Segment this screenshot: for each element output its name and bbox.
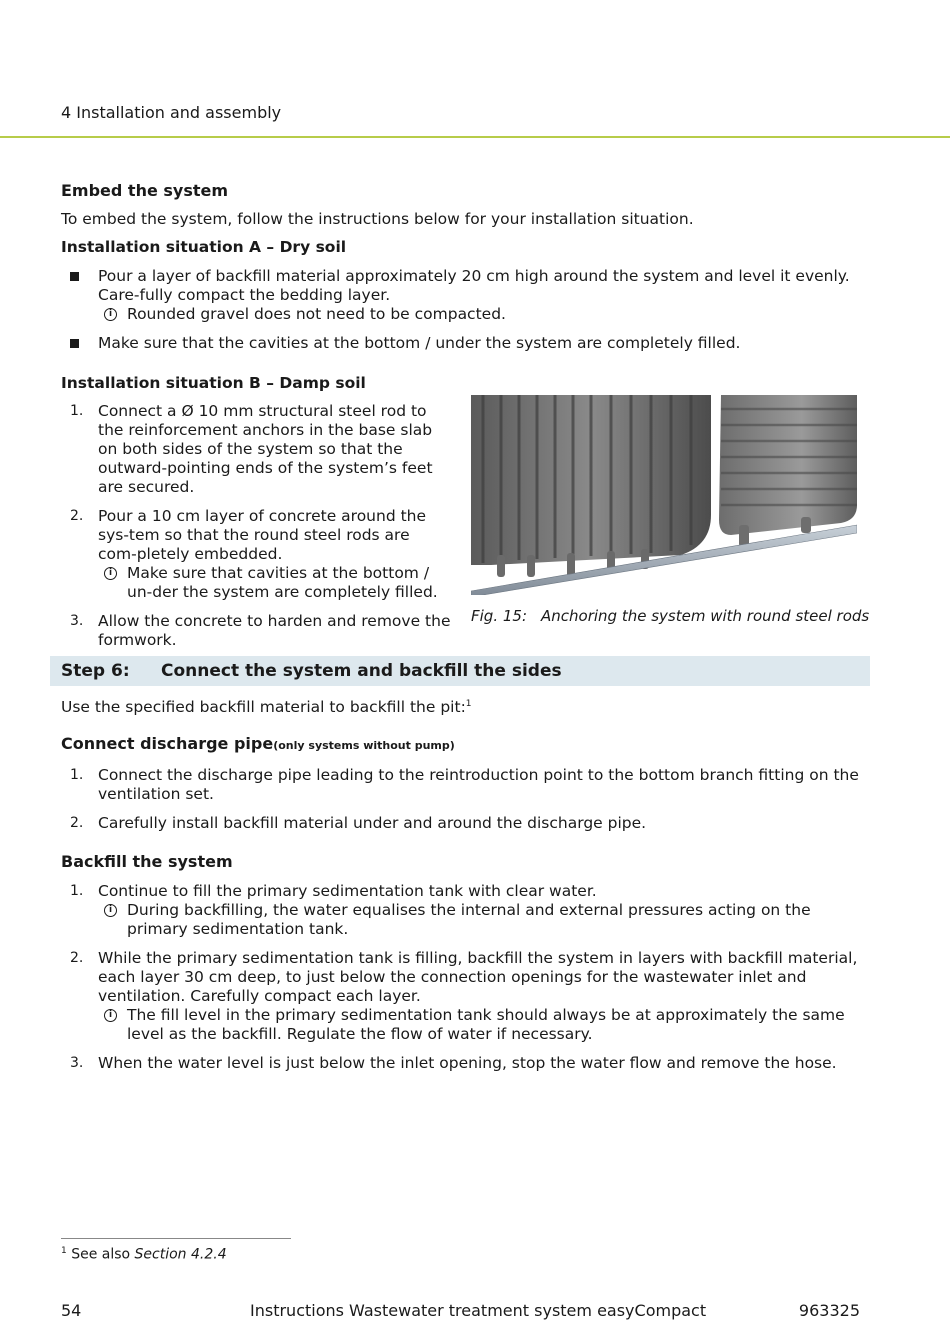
situation-b-heading: Installation situation B – Damp soil [61, 374, 366, 392]
footnote-link[interactable]: Section 4.2.4 [134, 1246, 227, 1263]
info-note: i Make sure that cavities at the bottom / un-der the system are completely filled. [98, 564, 451, 602]
list-item: Make sure that the cavities at the bottom / under the system are completely filled. [61, 334, 861, 353]
list-item: 3. Allow the concrete to harden and remove the formwork. [70, 612, 451, 649]
situation-a-list [61, 267, 861, 353]
embed-section [61, 181, 861, 353]
footnote: $^1$ See also Section 4.2.4 [61, 1246, 227, 1263]
info-note: i The fill level in the primary sedimentation tank should always be at approximately the same level as the backfill. Regulate the flow of water if necessary. [98, 1006, 861, 1044]
figure-caption: Fig. 15: Anchoring the system with round steel rods [471, 607, 870, 625]
discharge-section [61, 734, 861, 833]
embed-heading: Embed the system [61, 181, 229, 200]
tank-illustration [471, 395, 857, 595]
list-item: 2. While the primary sedimentation tank is filling, backfill the system in layers with backfill material, each layer 30 cm deep, to just below the connection openings for the wastewater inlet and ventilation. Carefully compact each layer. i The fill level in the primary sedimentation tank should always be at approximately the same level as the backfill. Regulate the flow of water if necessary. [61, 949, 861, 1044]
info-circle-icon: i [104, 1009, 117, 1022]
figure-anchoring-image [471, 395, 857, 595]
header-divider [0, 136, 950, 138]
situation-a-heading: Installation situation A – Dry soil [61, 238, 347, 256]
running-header: 4 Installation and assembly [61, 103, 282, 122]
info-note: i During backfilling, the water equalises the internal and external pressures acting on the primary sedimentation tank. [98, 901, 861, 939]
info-note: i Rounded gravel does not need to be compacted. [98, 305, 861, 324]
backfill-list [61, 882, 861, 1073]
footer-title: Instructions Wastewater treatment system easyCompact [250, 1301, 707, 1320]
discharge-list [61, 766, 861, 833]
list-item: 1. Continue to fill the primary sedimentation tank with clear water. i During backfilling, the water equalises the internal and external pressures acting on the primary sedimentation tank. [61, 882, 861, 939]
footnote-divider [61, 1238, 291, 1239]
step-intro: Use the specified backfill material to backfill the pit:$^1$ [61, 698, 472, 717]
list-item: 2. Pour a 10 cm layer of concrete around the sys-tem so that the round steel rods are com-pletely embedded. i Make sure that cavities at the bottom / un-der the system are completely filled. [61, 507, 451, 602]
step-title: Connect the system and backfill the sides [161, 661, 562, 681]
backfill-heading: Backfill the system [61, 852, 233, 871]
step-label: Step 6: [61, 661, 130, 681]
info-circle-icon: i [104, 904, 117, 917]
footnote-ref: 1 [465, 699, 472, 709]
bullet-square-icon [70, 339, 79, 348]
discharge-heading: Connect discharge pipe(only systems without pump) [61, 734, 455, 753]
list-item: 2. Carefully install backfill material under and around the discharge pipe. [70, 814, 647, 832]
info-circle-icon: i [104, 567, 117, 580]
bullet-square-icon [70, 272, 79, 281]
list-item: 1. Connect the discharge pipe leading to the reintroduction point to the bottom branch fitting on the ventilation set. [70, 766, 859, 803]
situation-b-list [61, 402, 451, 650]
list-item: 3. When the water level is just below the inlet opening, stop the water flow and remove the hose. [70, 1054, 837, 1072]
step-heading-bar [50, 656, 870, 686]
document-number: 963325 [798, 1301, 860, 1320]
list-item: Pour a layer of backfill material approximately 20 cm high around the system and level it evenly. Care-fully compact the bedding layer. i Rounded gravel does not need to be compacted. [61, 267, 861, 324]
page-number: 54 [61, 1301, 82, 1320]
info-circle-icon: i [104, 308, 117, 321]
backfill-section [61, 852, 861, 1073]
list-item: 1. Connect a Ø 10 mm structural steel rod to the reinforcement anchors in the base slab on both sides of the system so that the outward-pointing ends of the system’s feet are secured. [70, 402, 433, 496]
situation-b-section [61, 373, 451, 650]
embed-intro: To embed the system, follow the instructions below for your installation situation. [61, 210, 694, 228]
